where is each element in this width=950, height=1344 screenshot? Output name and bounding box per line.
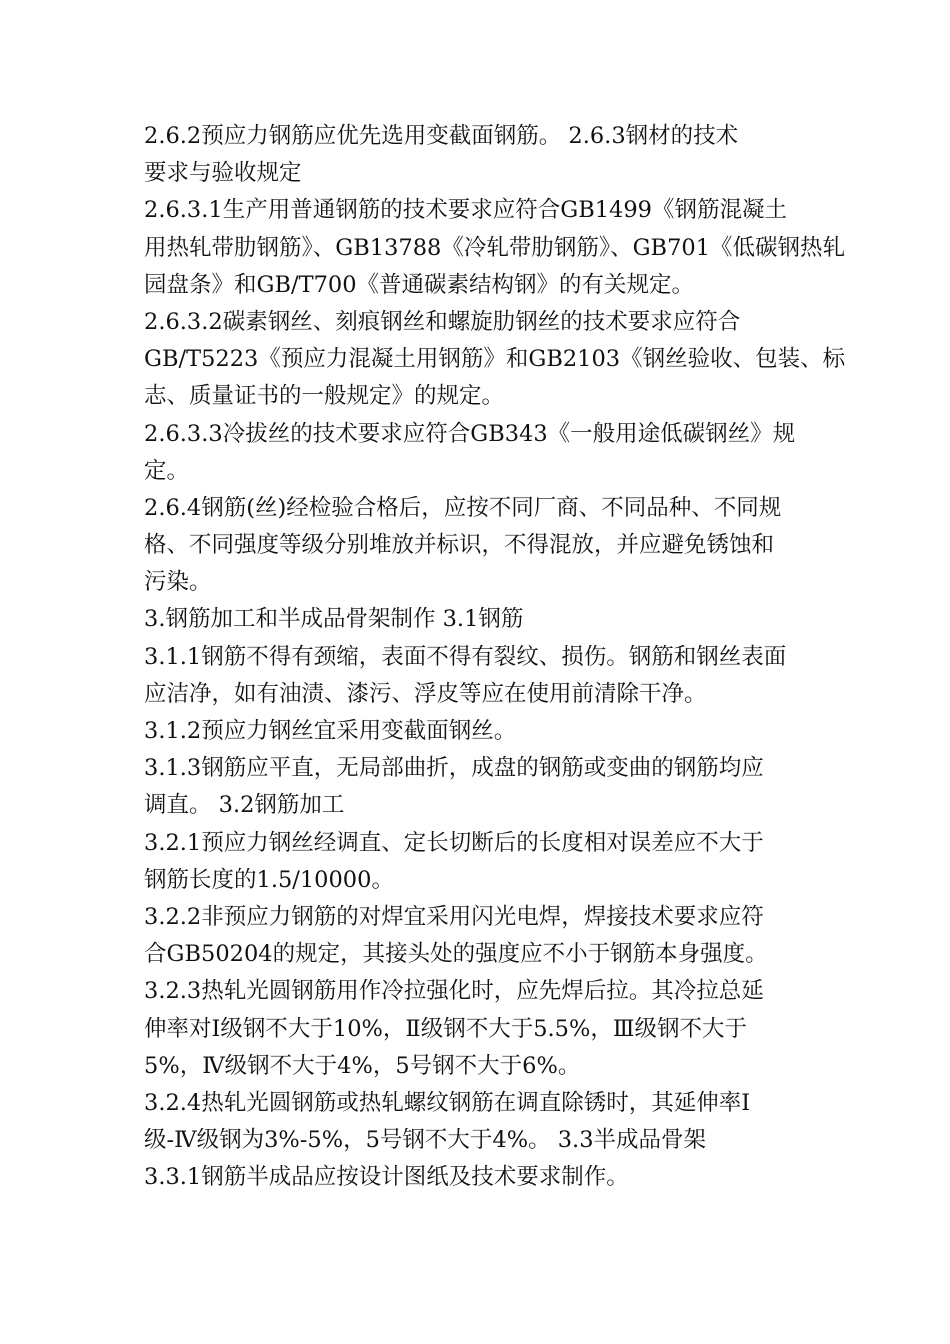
- text-line: 3.3.1钢筋半成品应按设计图纸及技术要求制作。: [144, 1164, 629, 1191]
- text-line: 2.6.2预应力钢筋应优先选用变截面钢筋。 2.6.3钢材的技术: [144, 123, 739, 149]
- text-line: GB/T5223《预应力混凝土用钢筋》和GB2103《钢丝验收、包装、标: [144, 346, 846, 373]
- text-line: 5%，Ⅳ级钢不大于4%，5号钢不大于6%。: [144, 1052, 581, 1079]
- text-line: 钢筋长度的1.5/10000。: [144, 866, 394, 893]
- text-line: 2.6.4钢筋(丝)经检验合格后，应按不同厂商、不同品种、不同规: [144, 494, 782, 521]
- text-line: 用热轧带肋钢筋》、GB13788《冷轧带肋钢筋》、GB701《低碳钢热轧: [144, 234, 846, 261]
- text-line: 园盘条》和GB/T700《普通碳素结构钢》的有关规定。: [144, 271, 695, 298]
- text-line: 3.2.4热轧光圆钢筋或热轧螺纹钢筋在调直除锈时，其延伸率Ⅰ: [144, 1089, 751, 1116]
- text-line: 污染。: [144, 569, 212, 596]
- text-line: 3.钢筋加工和半成品骨架制作 3.1钢筋: [144, 606, 524, 633]
- text-line: 3.2.1预应力钢丝经调直、定长切断后的长度相对误差应不大于: [144, 829, 764, 856]
- text-line: 2.6.3.1生产用普通钢筋的技术要求应符合GB1499《钢筋混凝土: [144, 197, 787, 224]
- text-line: 3.2.3热轧光圆钢筋用作冷拉强化时，应先焊后拉。其冷拉总延: [144, 978, 764, 1005]
- text-line: 要求与验收规定: [144, 160, 302, 187]
- text-line: 合GB50204的规定，其接头处的强度应不小于钢筋本身强度。: [144, 941, 768, 968]
- text-line: 调直。 3.2钢筋加工: [144, 792, 345, 819]
- text-line: 级-Ⅳ级钢为3%-5%，5号钢不大于4%。 3.3半成品骨架: [144, 1127, 707, 1154]
- text-line: 伸率对Ⅰ级钢不大于10%，Ⅱ级钢不大于5.5%，Ⅲ级钢不大于: [144, 1015, 748, 1042]
- text-line: 定。: [144, 457, 190, 484]
- text-line: 3.2.2非预应力钢筋的对焊宜采用闪光电焊，焊接技术要求应符: [144, 903, 764, 930]
- document-body: [144, 118, 846, 1196]
- text-line: 3.1.1钢筋不得有颈缩，表面不得有裂纹、损伤。钢筋和钢丝表面: [144, 643, 787, 670]
- text-line: 2.6.3.3冷拔丝的技术要求应符合GB343《一般用途低碳钢丝》规: [144, 420, 796, 447]
- text-line: 2.6.3.2碳素钢丝、刻痕钢丝和螺旋肋钢丝的技术要求应符合: [144, 308, 741, 335]
- text-line: 格、不同强度等级分别堆放并标识，不得混放，并应避免锈蚀和: [144, 532, 775, 559]
- text-line: 3.1.3钢筋应平直，无局部曲折，成盘的钢筋或变曲的钢筋均应: [144, 755, 764, 782]
- text-line: 3.1.2预应力钢丝宜采用变截面钢丝。: [144, 718, 517, 744]
- text-line: 志、质量证书的一般规定》的规定。: [144, 383, 505, 410]
- text-line: 应洁净，如有油渍、漆污、浮皮等应在使用前清除干净。: [144, 680, 707, 707]
